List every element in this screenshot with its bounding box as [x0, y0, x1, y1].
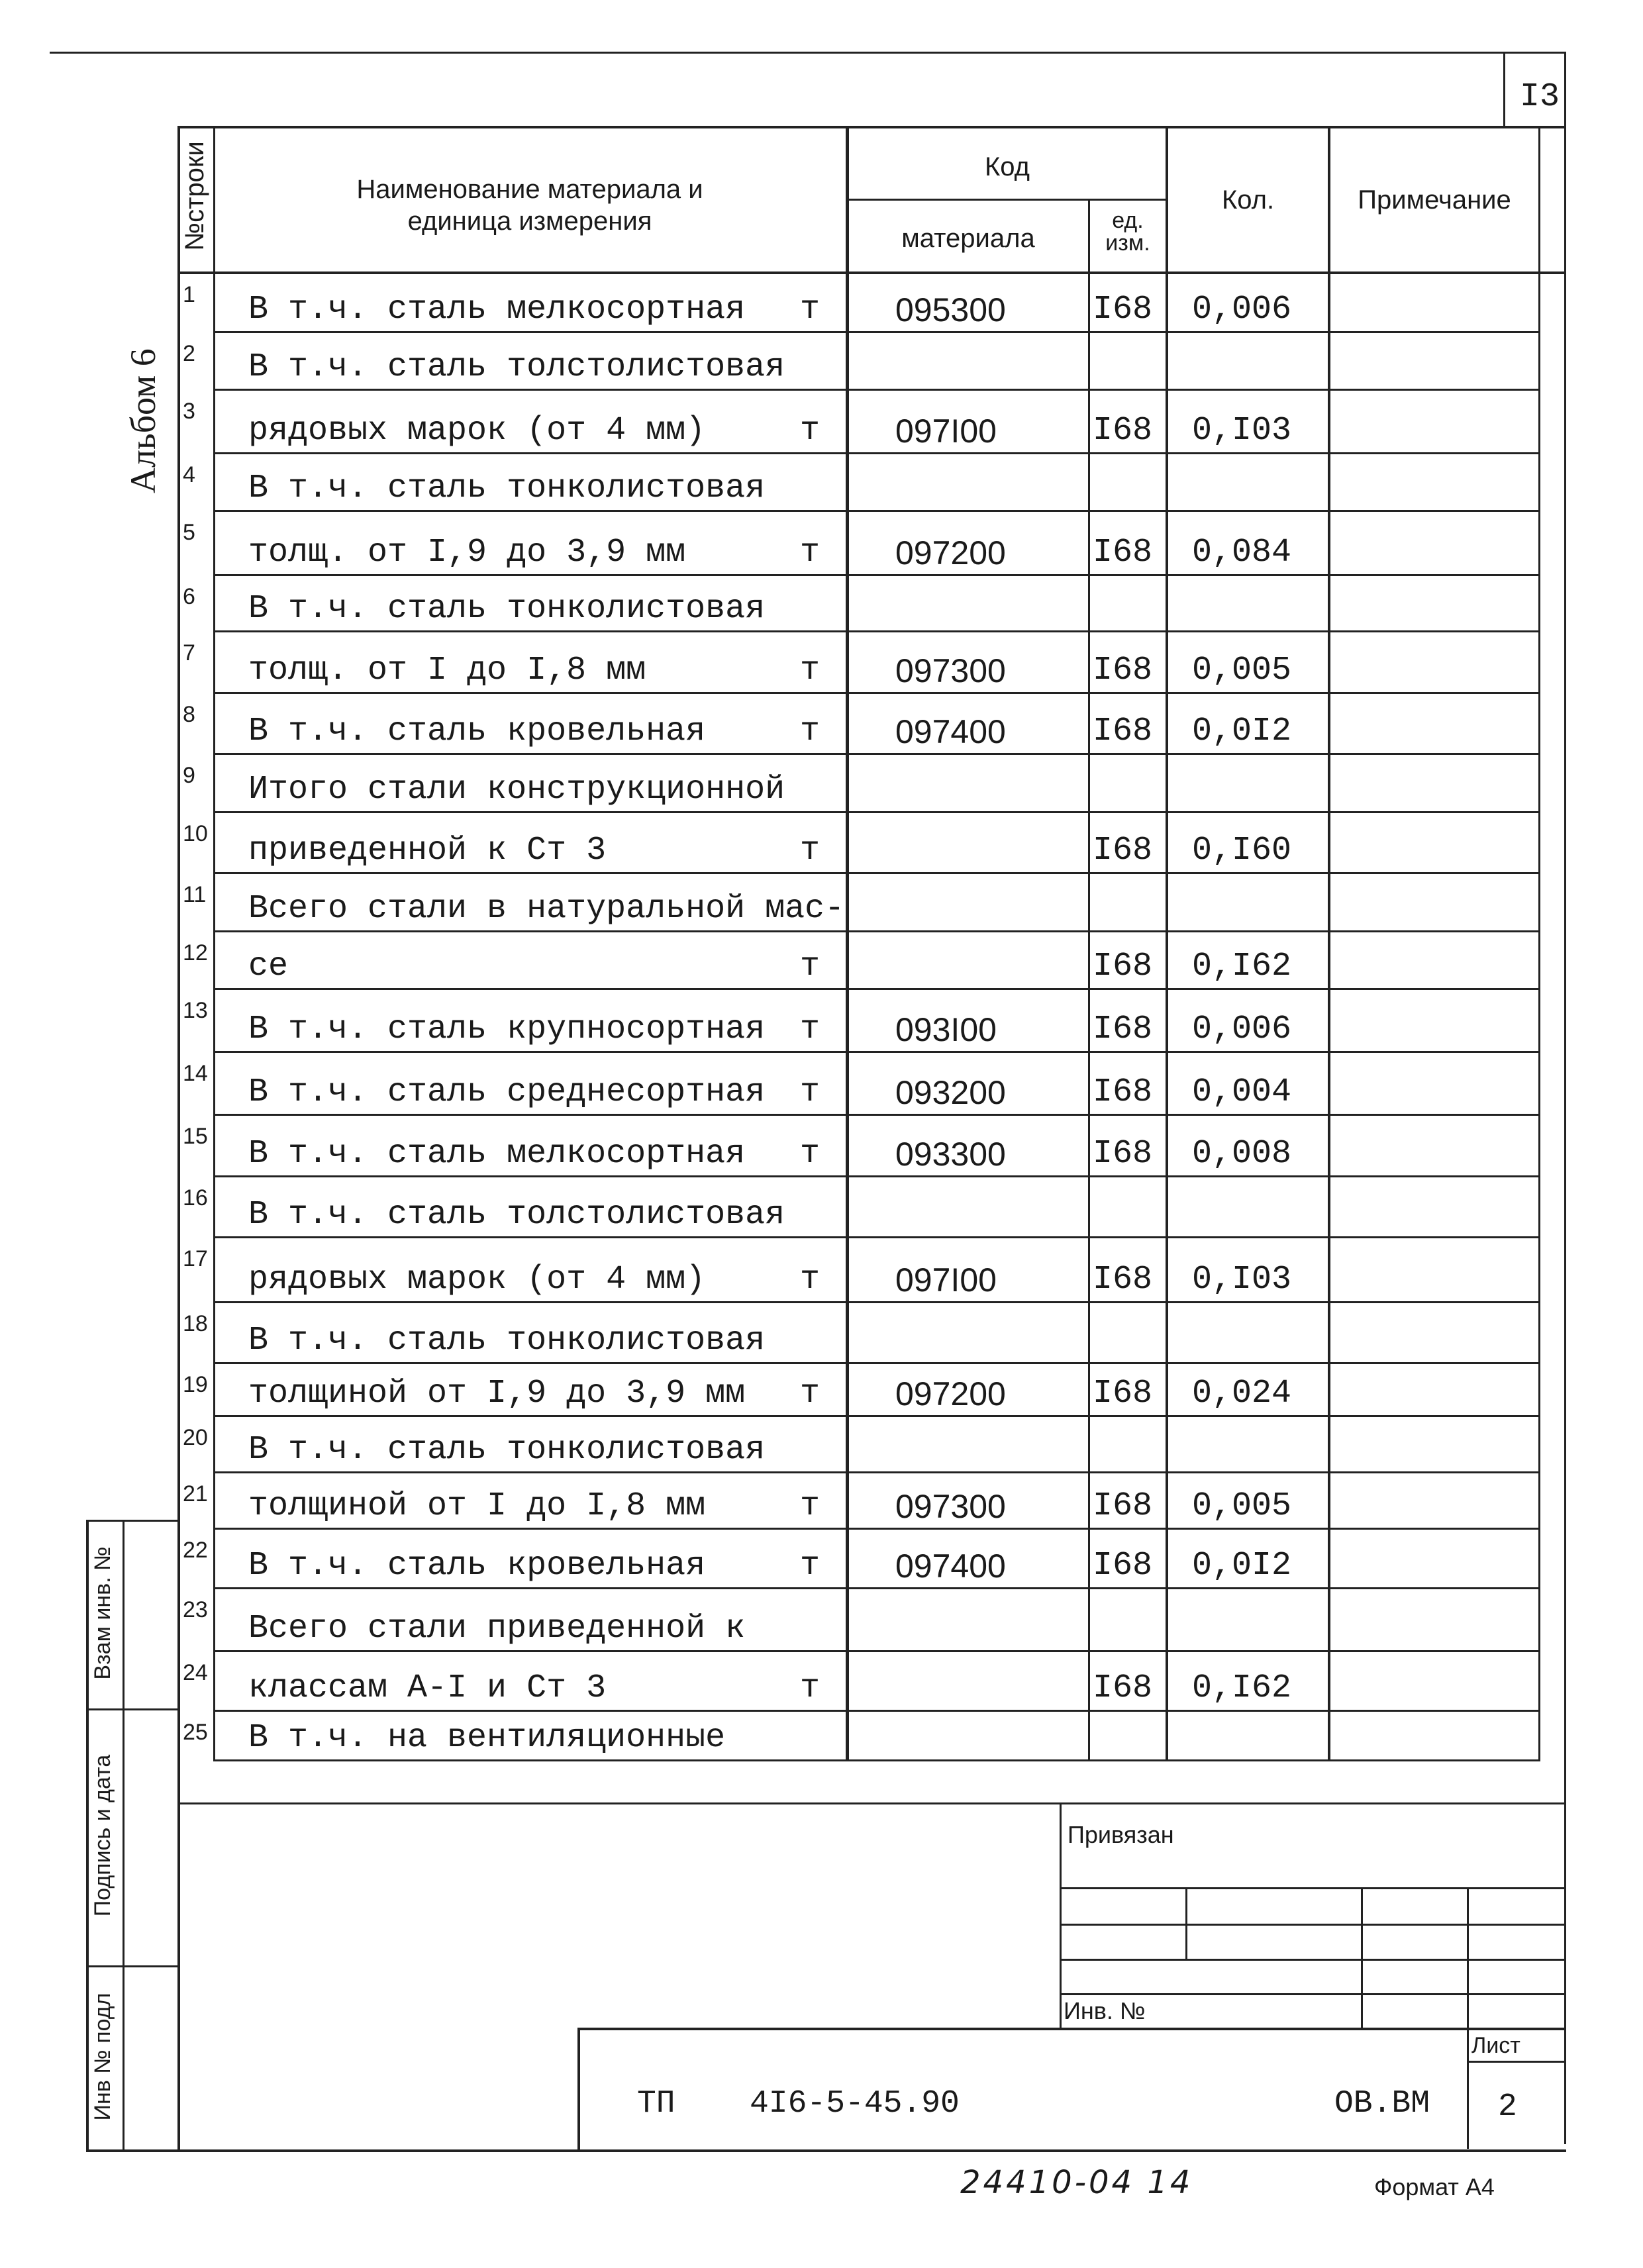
- row-separator: [213, 1114, 1540, 1116]
- row-unit: т: [800, 1011, 821, 1048]
- table-left: [177, 126, 180, 2152]
- stamp-vert-2: [1361, 1887, 1363, 2028]
- row-separator: [213, 1175, 1540, 1177]
- title-block-top: [577, 2028, 1566, 2030]
- page-box-left: [1503, 52, 1505, 128]
- row-name: рядовых марок (от 4 мм): [248, 1261, 706, 1299]
- stamp-line-1: [1060, 1887, 1566, 1889]
- row-code: 097I00: [895, 1261, 997, 1299]
- row-name: Всего стали приведенной к: [248, 1610, 746, 1648]
- row-separator: [213, 574, 1540, 576]
- row-separator: [213, 692, 1540, 694]
- row-unit: т: [800, 1135, 821, 1173]
- stamp-vert-1: [1185, 1887, 1187, 1959]
- stamp-line-2: [1060, 1924, 1566, 1926]
- row-code-unit: I68: [1093, 1073, 1153, 1111]
- col-line-qty: [1328, 126, 1330, 1761]
- row-code-unit: I68: [1093, 652, 1153, 689]
- row-name: В т.ч. сталь мелкосортная: [248, 1135, 746, 1173]
- row-unit: т: [800, 832, 821, 869]
- row-code: 097200: [895, 534, 1006, 571]
- row-qty: 0,006: [1192, 1011, 1292, 1048]
- row-unit: т: [800, 1669, 821, 1707]
- row-number: 11: [183, 882, 207, 907]
- row-name: рядовых марок (от 4 мм): [248, 412, 706, 450]
- row-name: классам A-I и Ст 3: [248, 1669, 607, 1707]
- row-name: толщ. от I до I,8 мм: [248, 652, 646, 689]
- header-row-number: №строки: [180, 141, 209, 251]
- row-number: 9: [183, 763, 195, 788]
- row-name: В т.ч. сталь тонколистовая: [248, 469, 766, 507]
- code-subheader-line: [846, 199, 1166, 201]
- col-line-rownum: [213, 126, 215, 1761]
- row-separator: [213, 811, 1540, 813]
- row-separator: [213, 1051, 1540, 1053]
- top-rule: [50, 52, 1566, 54]
- row-separator: [213, 1415, 1540, 1417]
- row-separator: [213, 1759, 1540, 1761]
- row-code-unit: I68: [1093, 1135, 1153, 1173]
- row-number: 5: [183, 520, 195, 545]
- header-code-unit: ед. изм.: [1105, 208, 1150, 256]
- row-qty: 0,024: [1192, 1375, 1292, 1412]
- row-qty: 0,I03: [1192, 412, 1292, 450]
- header-code: Код: [984, 152, 1030, 181]
- stamp-doc-mark: ОВ.ВМ: [1334, 2086, 1430, 2122]
- row-number: 18: [183, 1311, 208, 1336]
- row-code: 097400: [895, 713, 1006, 750]
- row-code-unit: I68: [1093, 1261, 1153, 1299]
- header-name: Наименование материала и единица измерения: [356, 175, 703, 236]
- row-qty: 0,0I2: [1192, 713, 1292, 750]
- row-number: 4: [183, 462, 195, 487]
- row-code-unit: I68: [1093, 948, 1153, 985]
- row-code-unit: I68: [1093, 1669, 1153, 1707]
- row-code-unit: I68: [1093, 1487, 1153, 1525]
- row-code-unit: I68: [1093, 1011, 1153, 1048]
- row-unit: т: [800, 1547, 821, 1585]
- row-unit: т: [800, 1375, 821, 1412]
- row-separator: [213, 930, 1540, 932]
- row-unit: т: [800, 1261, 821, 1299]
- row-number: 24: [183, 1660, 208, 1685]
- row-number: 6: [183, 584, 195, 609]
- row-separator: [213, 1236, 1540, 1238]
- row-qty: 0,I60: [1192, 832, 1292, 869]
- row-number: 13: [183, 998, 208, 1023]
- row-code-unit: I68: [1093, 1547, 1153, 1585]
- header-note: Примечание: [1358, 185, 1511, 215]
- row-unit: т: [800, 652, 821, 689]
- row-separator: [213, 1301, 1540, 1303]
- row-number: 23: [183, 1597, 208, 1622]
- row-code: 097I00: [895, 413, 997, 450]
- col-line-note: [1538, 126, 1540, 1761]
- row-separator: [213, 510, 1540, 512]
- stamp-doc-code: 4I6-5-45.90: [750, 2086, 960, 2122]
- row-number: 12: [183, 940, 208, 965]
- row-separator: [213, 1471, 1540, 1473]
- footer-format: Формат А4: [1374, 2173, 1495, 2200]
- row-name: В т.ч. сталь тонколистовая: [248, 1431, 766, 1469]
- page-number: I3: [1520, 78, 1560, 116]
- row-code: 093I00: [895, 1011, 997, 1048]
- margin-podpis: Подпись и дата: [90, 1754, 115, 1917]
- row-separator: [213, 1650, 1540, 1652]
- row-code: 093300: [895, 1136, 1006, 1173]
- title-block-left: [577, 2028, 580, 2152]
- row-qty: 0,0I2: [1192, 1547, 1292, 1585]
- row-separator: [213, 331, 1540, 333]
- row-number: 16: [183, 1185, 208, 1210]
- row-unit: т: [800, 1487, 821, 1525]
- row-code-unit: I68: [1093, 412, 1153, 450]
- row-name: толщиной от I до I,8 мм: [248, 1487, 706, 1525]
- row-separator: [213, 872, 1540, 874]
- row-code: 093200: [895, 1074, 1006, 1111]
- row-code-unit: I68: [1093, 713, 1153, 750]
- row-number: 15: [183, 1124, 208, 1149]
- row-qty: 0,005: [1192, 652, 1292, 689]
- row-separator: [213, 753, 1540, 755]
- row-qty: 0,I03: [1192, 1261, 1292, 1299]
- footer-handwritten-number: 24410-04 14: [960, 2164, 1193, 2201]
- row-number: 10: [183, 821, 208, 846]
- row-qty: 0,008: [1192, 1135, 1292, 1173]
- header-qty: Кол.: [1221, 185, 1275, 215]
- header-code-material: материала: [901, 224, 1035, 253]
- row-qty: 0,I62: [1192, 948, 1292, 985]
- row-unit: т: [800, 291, 821, 328]
- row-number: 22: [183, 1538, 208, 1563]
- row-number: 21: [183, 1481, 208, 1506]
- row-number: 1: [183, 282, 195, 307]
- row-code-unit: I68: [1093, 291, 1153, 328]
- row-name: В т.ч. сталь толстолистовая: [248, 1196, 785, 1234]
- row-qty: 0,084: [1192, 534, 1292, 571]
- row-separator: [213, 1587, 1540, 1589]
- row-separator: [213, 1362, 1540, 1364]
- row-name: В т.ч. сталь кровельная: [248, 1547, 706, 1585]
- row-separator: [213, 1710, 1540, 1712]
- row-name: В т.ч. сталь мелкосортная: [248, 291, 746, 328]
- row-name: толщиной от I,9 до 3,9 мм: [248, 1375, 746, 1412]
- row-code: 097200: [895, 1375, 1006, 1412]
- row-separator: [213, 1528, 1540, 1530]
- table-top: [177, 126, 1566, 128]
- stamp-vert-3: [1467, 1887, 1469, 2149]
- row-unit: т: [800, 534, 821, 571]
- stamp-top-line: [180, 1802, 1566, 1804]
- row-number: 7: [183, 640, 195, 666]
- row-number: 17: [183, 1246, 208, 1271]
- stamp-line-4: [1060, 1993, 1566, 1995]
- col-line-name: [846, 126, 849, 1761]
- row-name: В т.ч. на вентиляционные: [248, 1719, 726, 1757]
- sheet-bottom: [86, 2149, 1566, 2152]
- row-name: В т.ч. сталь тонколистовая: [248, 1322, 766, 1359]
- row-number: 25: [183, 1720, 208, 1745]
- row-number: 14: [183, 1061, 208, 1086]
- stamp-privyazan: Привязан: [1068, 1821, 1174, 1848]
- row-unit: т: [800, 1073, 821, 1111]
- margin-inv-podl: Инв № подл: [90, 1993, 115, 2121]
- stamp-list-number: 2: [1498, 2089, 1517, 2125]
- row-name: В т.ч. сталь крупносортная: [248, 1011, 766, 1048]
- col-line-unit: [1166, 126, 1168, 1761]
- header-bottom: [177, 271, 1566, 274]
- row-code-unit: I68: [1093, 832, 1153, 869]
- margin-vzam: Взам инв. №: [90, 1546, 115, 1680]
- row-code: 095300: [895, 291, 1006, 328]
- row-separator: [213, 988, 1540, 990]
- row-unit: т: [800, 713, 821, 750]
- right-border: [1564, 52, 1566, 2144]
- row-qty: 0,005: [1192, 1487, 1292, 1525]
- row-separator: [213, 630, 1540, 632]
- row-code: 097300: [895, 1488, 1006, 1525]
- col-line-material: [1088, 199, 1090, 1761]
- row-qty: 0,I62: [1192, 1669, 1292, 1707]
- row-separator: [213, 452, 1540, 454]
- stamp-inv-no: Инв. №: [1064, 1997, 1146, 2024]
- list-divider: [1467, 2061, 1566, 2063]
- row-qty: 0,004: [1192, 1073, 1292, 1111]
- margin-sep-2: [86, 1965, 180, 1967]
- row-name: Итого стали конструкционной: [248, 771, 785, 809]
- row-qty: 0,006: [1192, 291, 1292, 328]
- margin-mid: [123, 1520, 124, 2152]
- row-name: Всего стали в натуральной мас-: [248, 890, 845, 928]
- row-number: 3: [183, 399, 195, 424]
- row-name: В т.ч. сталь тонколистовая: [248, 590, 766, 628]
- row-unit: т: [800, 412, 821, 450]
- row-name: В т.ч. сталь кровельная: [248, 713, 706, 750]
- album-label: Альбом 6: [123, 348, 163, 493]
- margin-sep-1: [86, 1708, 180, 1710]
- row-unit: т: [800, 948, 821, 985]
- row-name: приведенной к Ст 3: [248, 832, 607, 869]
- row-name: се: [248, 948, 289, 985]
- row-number: 8: [183, 702, 195, 727]
- row-code: 097400: [895, 1548, 1006, 1585]
- row-number: 20: [183, 1425, 208, 1450]
- row-code: 097300: [895, 652, 1006, 689]
- row-name: В т.ч. сталь толстолистовая: [248, 348, 785, 386]
- row-code-unit: I68: [1093, 1375, 1153, 1412]
- row-code-unit: I68: [1093, 534, 1153, 571]
- stamp-doc-prefix: ТП: [637, 2086, 675, 2122]
- row-number: 19: [183, 1372, 208, 1397]
- row-name: В т.ч. сталь среднесортная: [248, 1073, 766, 1111]
- margin-left: [86, 1520, 89, 2152]
- row-number: 2: [183, 341, 195, 366]
- row-separator: [213, 389, 1540, 391]
- stamp-line-3: [1060, 1959, 1566, 1961]
- row-name: толщ. от I,9 до 3,9 мм: [248, 534, 686, 571]
- stamp-list-label: Лист: [1471, 2033, 1520, 2058]
